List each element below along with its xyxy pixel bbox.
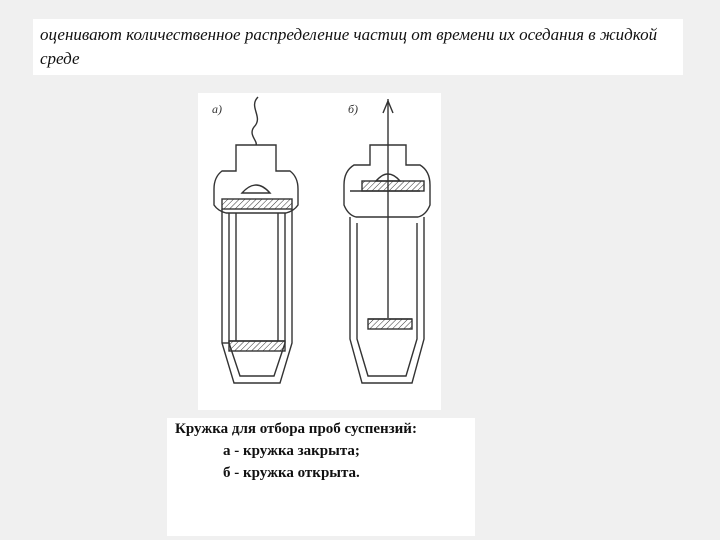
header-text: оценивают количественное распределение частиц от времени их оседания в жидкой среде <box>40 25 658 68</box>
caption-item-b: б - кружка открыта. <box>223 465 360 481</box>
cup-open-icon <box>344 99 430 383</box>
caption-panel <box>167 418 475 536</box>
figure-panel <box>198 93 441 410</box>
caption-item-a: а - кружка закрыта; <box>223 443 360 459</box>
sampling-cups-figure <box>198 93 441 410</box>
cup-closed-icon <box>214 97 298 383</box>
header-panel <box>33 19 683 75</box>
label-b: б) <box>348 102 359 116</box>
caption-title: Кружка для отбора проб суспензий: <box>175 421 417 437</box>
label-a: а) <box>212 102 222 116</box>
